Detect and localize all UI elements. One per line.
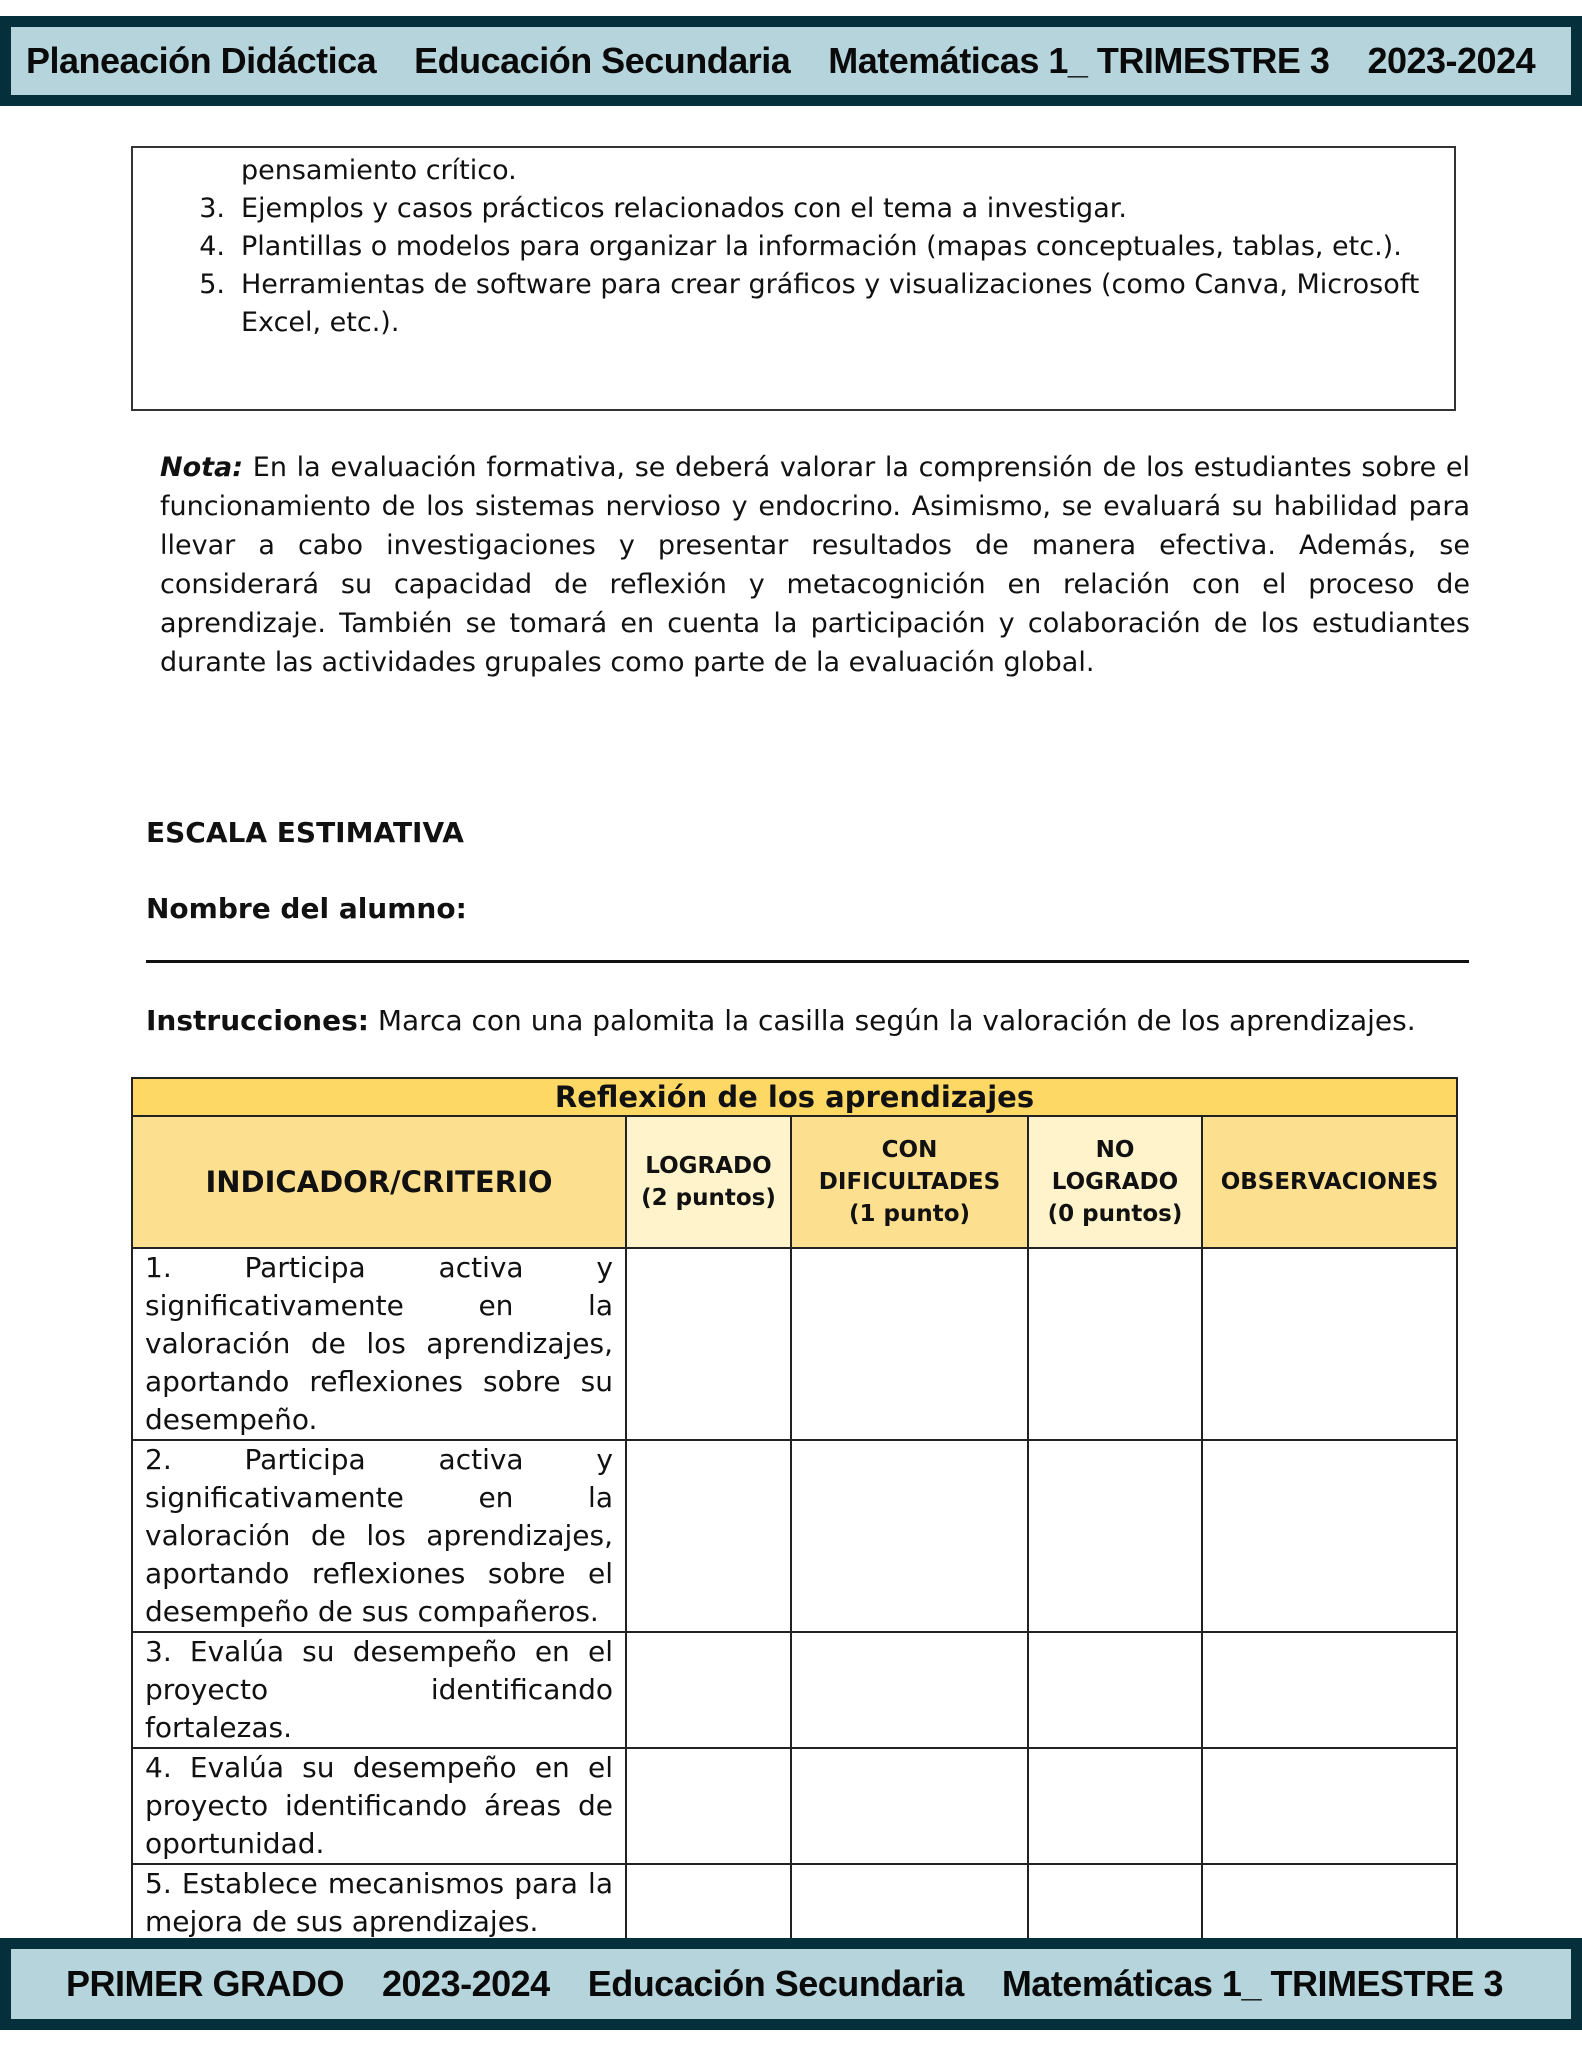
no-logrado-cell[interactable]	[1028, 1440, 1202, 1632]
resource-text: Ejemplos y casos prácticos relacionados con el tema a investigar.	[241, 193, 1127, 224]
logrado-cell[interactable]	[626, 1864, 791, 1942]
note-label: Nota:	[160, 452, 244, 483]
header-doc-type: Planeación Didáctica	[26, 40, 377, 81]
header-dificultades-points: (1 punto)	[848, 1201, 971, 1227]
resource-item	[133, 190, 1442, 228]
header-no-logrado	[1028, 1116, 1202, 1248]
observaciones-cell[interactable]	[1202, 1248, 1457, 1440]
evaluation-note	[160, 448, 1470, 682]
resource-item	[133, 228, 1442, 266]
resource-number: 3.	[199, 193, 225, 224]
student-name-label: Nombre del alumno:	[146, 892, 467, 925]
instructions	[146, 1004, 1416, 1037]
resource-item	[133, 266, 1442, 342]
assessment-table	[131, 1077, 1458, 1943]
note-text: En la evaluación formativa, se deberá valorar la comprensión de los estudiantes sobre el funcionamiento de los sistemas nervioso y endocrino. Asimismo, se evaluará su habilidad para llevar a cabo investigaciones y presentar resultados de manera efectiva. Además, se considerará su capacidad de reflexión y metacognición en relación con el proceso de aprendizaje. También se tomará en cuenta la participación y colaboración de los estudiantes durante las actividades grupales como parte de la evaluación global.	[160, 452, 1470, 678]
resource-list	[133, 190, 1442, 342]
footer-level: Educación Secundaria	[587, 1963, 964, 2004]
no-logrado-cell[interactable]	[1028, 1748, 1202, 1864]
dificultades-cell[interactable]	[791, 1248, 1028, 1440]
logrado-cell[interactable]	[626, 1440, 791, 1632]
resource-text: Herramientas de software para crear gráficos y visualizaciones (como Canva, Microsoft Excel, etc.).	[241, 269, 1420, 338]
no-logrado-cell[interactable]	[1028, 1864, 1202, 1942]
table-row	[132, 1632, 1457, 1748]
instructions-label: Instrucciones:	[146, 1004, 369, 1037]
table-row	[132, 1864, 1457, 1942]
header-no-logrado-line: LOGRADO	[1051, 1169, 1179, 1195]
resource-text: Plantillas o modelos para organizar la información (mapas conceptuales, tablas, etc.).	[241, 231, 1402, 262]
table-row	[132, 1440, 1457, 1632]
criterion-cell: 4. Evalúa su desempeño en el proyecto identificando áreas de oportunidad.	[132, 1748, 626, 1864]
header-observaciones: OBSERVACIONES	[1202, 1116, 1457, 1248]
header-dificultades-line: DIFICULTADES	[818, 1169, 1001, 1195]
header-level: Educación Secundaria	[414, 40, 791, 81]
footer-subject: Matemáticas 1_ TRIMESTRE 3	[1001, 1963, 1503, 2004]
header-con-dificultades	[791, 1116, 1028, 1248]
dificultades-cell[interactable]	[791, 1864, 1028, 1942]
table-header-row	[132, 1116, 1457, 1248]
no-logrado-cell[interactable]	[1028, 1248, 1202, 1440]
dificultades-cell[interactable]	[791, 1440, 1028, 1632]
footer-grade: PRIMER GRADO	[66, 1963, 345, 2004]
table-row	[132, 1748, 1457, 1864]
logrado-cell[interactable]	[626, 1632, 791, 1748]
header-no-logrado-points: (0 puntos)	[1047, 1201, 1183, 1227]
header-logrado-points: (2 puntos)	[641, 1185, 776, 1211]
table-caption: Reflexión de los aprendizajes	[132, 1078, 1457, 1116]
dificultades-cell[interactable]	[791, 1632, 1028, 1748]
criterion-cell: 2. Participa activa y significativamente en la valoración de los aprendizajes, aportando reflexiones sobre el desempeño de sus compañeros.	[132, 1440, 626, 1632]
no-logrado-cell[interactable]	[1028, 1632, 1202, 1748]
header-no-logrado-line: NO	[1095, 1137, 1135, 1163]
header-dificultades-line: CON	[881, 1137, 938, 1163]
table-caption-row	[132, 1078, 1457, 1116]
footer-year: 2023-2024	[382, 1963, 550, 2004]
criterion-cell: 5. Establece mecanismos para la mejora de sus aprendizajes.	[132, 1864, 626, 1942]
logrado-cell[interactable]	[626, 1248, 791, 1440]
student-name-field[interactable]	[146, 960, 1469, 963]
footer-banner	[0, 1938, 1582, 2030]
criterion-cell: 3. Evalúa su desempeño en el proyecto identificando fortalezas.	[132, 1632, 626, 1748]
observaciones-cell[interactable]	[1202, 1864, 1457, 1942]
logrado-cell[interactable]	[626, 1748, 791, 1864]
scale-title: ESCALA ESTIMATIVA	[146, 816, 464, 849]
table-row	[132, 1248, 1457, 1440]
dificultades-cell[interactable]	[791, 1748, 1028, 1864]
instructions-text: Marca con una palomita la casilla según la valoración de los aprendizajes.	[368, 1004, 1416, 1037]
resources-box	[131, 146, 1456, 411]
header-year: 2023-2024	[1367, 40, 1536, 81]
header-indicator: INDICADOR/CRITERIO	[132, 1116, 626, 1248]
header-banner	[0, 16, 1582, 106]
header-logrado-line: LOGRADO	[645, 1153, 772, 1179]
observaciones-cell[interactable]	[1202, 1748, 1457, 1864]
resource-number: 4.	[199, 231, 225, 262]
criterion-cell: 1. Participa activa y significativamente en la valoración de los aprendizajes, aportando reflexiones sobre su desempeño.	[132, 1248, 626, 1440]
header-subject: Matemáticas 1_ TRIMESTRE 3	[828, 40, 1330, 81]
resource-number: 5.	[199, 269, 225, 300]
observaciones-cell[interactable]	[1202, 1632, 1457, 1748]
resource-continuation: pensamiento crítico.	[241, 155, 517, 186]
header-logrado	[626, 1116, 791, 1248]
observaciones-cell[interactable]	[1202, 1440, 1457, 1632]
